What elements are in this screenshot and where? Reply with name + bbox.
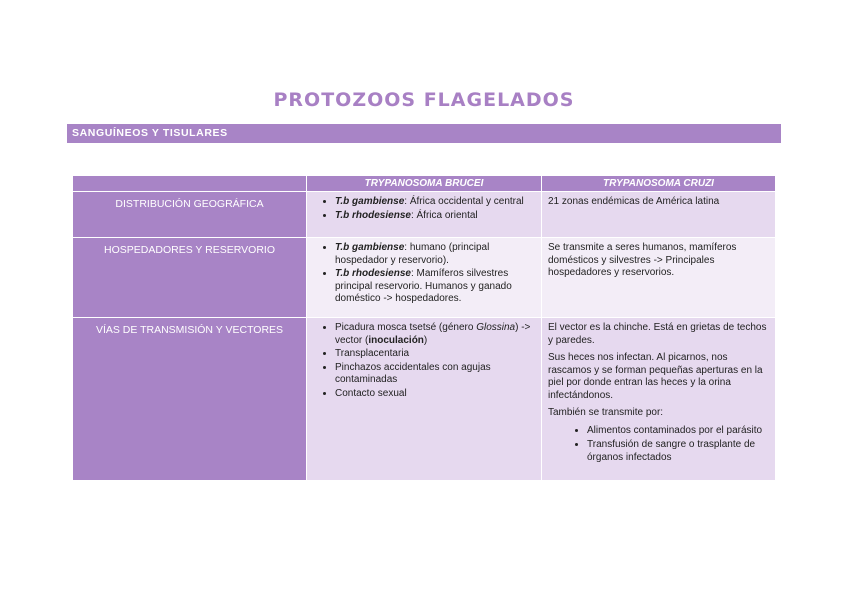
row-label-vias: VÍAS DE TRANSMISIÓN Y VECTORES <box>73 318 307 481</box>
cruzi-hospedadores-cell: Se transmite a seres humanos, mamíferos domésticos y silvestres -> Principales hospedadores y reservorios. <box>542 238 776 318</box>
list-item: • Transfusión de sangre o trasplante de órganos infectados <box>587 439 769 464</box>
list-item: • Transplacentaria <box>335 348 535 361</box>
list-item: • Contacto sexual <box>335 388 535 401</box>
species-text: : Mamíferos silvestres principal reservorio. Humanos y ganado doméstico -> hospedadores. <box>335 268 512 304</box>
table-row-hospedadores <box>73 238 776 318</box>
species-term: T.b gambiense <box>335 242 405 253</box>
paragraph: También se transmite por: <box>548 407 664 418</box>
table-row-distribucion <box>73 192 776 238</box>
species-term: T.b rhodesiense <box>335 209 411 221</box>
text-fragment: Picadura mosca tsetsé (género <box>335 322 477 333</box>
species-term: T.b rhodesiense <box>335 268 411 279</box>
text-fragment: ) <box>423 334 428 346</box>
brucei-distribucion-cell <box>307 192 542 238</box>
list-item: • Pinchazos accidentales con agujas contaminadas <box>335 362 535 387</box>
header-trypanosoma-cruzi: TRYPANOSOMA CRUZI <box>542 176 776 192</box>
genus-name: Glossina <box>476 322 516 333</box>
header-trypanosoma-brucei: TRYPANOSOMA BRUCEI <box>307 176 542 192</box>
list-item <box>335 268 535 306</box>
species-text: : África oriental <box>410 209 478 221</box>
cruzi-vias-cell <box>542 318 776 481</box>
list-item <box>335 196 535 209</box>
protozoa-table <box>72 175 776 481</box>
species-text: : humano (principal hospedador y reservorio). <box>335 242 490 266</box>
paragraph: El vector es la chinche. Está en grietas de techos y paredes. <box>548 322 767 346</box>
header-empty <box>73 176 307 192</box>
list-item <box>335 242 535 267</box>
text-fragment: ) -> vector ( <box>335 322 531 346</box>
brucei-vias-cell <box>307 318 542 481</box>
species-text: : África occidental y central <box>404 196 524 207</box>
row-label-hospedadores: HOSPEDADORES Y RESERVORIO <box>73 238 307 318</box>
page-title: PROTOZOOS FLAGELADOS <box>273 89 575 111</box>
list-item <box>335 210 535 223</box>
row-label-distribucion: DISTRIBUCIÓN GEOGRÁFICA <box>73 192 307 238</box>
table-row-vias <box>73 318 776 481</box>
cruzi-distribucion-cell: 21 zonas endémicas de América latina <box>542 192 776 238</box>
section-heading: SANGUÍNEOS Y TISULARES <box>67 124 781 143</box>
brucei-hospedadores-cell <box>307 238 542 318</box>
inoculacion-term: inoculación <box>368 334 424 346</box>
list-item <box>335 322 535 347</box>
paragraph: Sus heces nos infectan. Al picarnos, nos rascamos y se forman pequeñas aperturas en la piel por donde entran las heces y la orina infectándonos. <box>548 352 763 401</box>
species-term: T.b gambiense <box>335 196 405 207</box>
list-item: • Alimentos contaminados por el parásito <box>587 425 769 438</box>
table-header-row <box>73 176 776 192</box>
